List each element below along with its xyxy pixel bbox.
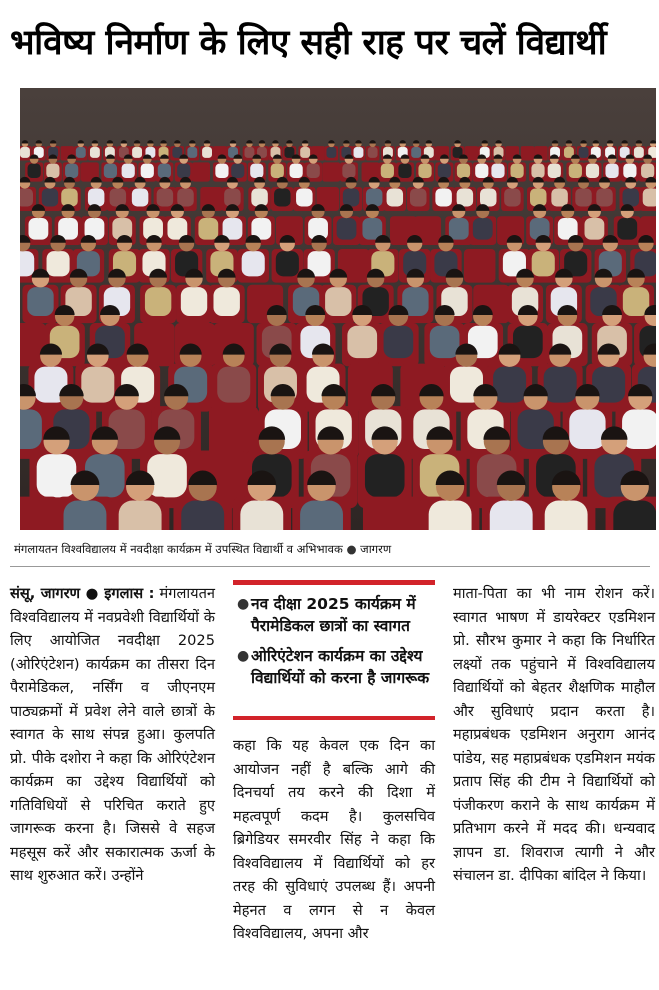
audience-member-body: [300, 501, 343, 530]
audience-member-body: [575, 188, 592, 206]
audience-member-body: [157, 188, 174, 206]
audience-member-body: [119, 501, 162, 530]
audience-member-body: [548, 164, 561, 178]
audience-member-body: [617, 218, 637, 240]
audience-member-body: [579, 147, 589, 158]
audience-member-body: [430, 326, 460, 358]
audience-member-body: [132, 188, 149, 206]
audience-member-body: [343, 188, 360, 206]
audience-member-body: [198, 218, 218, 240]
audience-member-body: [410, 188, 427, 206]
audience-member-body: [457, 164, 470, 178]
audience-member-body: [20, 409, 42, 449]
highlight-text: नव दीक्षा 2025 कार्यक्रम में पैरामेडिकल छात्रों का स्वागत: [251, 595, 416, 635]
audience-member-body: [177, 188, 194, 206]
audience-member-body: [569, 409, 605, 449]
audience-member-body: [42, 188, 59, 206]
auditorium-photo: [20, 88, 656, 530]
auditorium-seat: [521, 146, 535, 160]
audience-member-body: [622, 409, 656, 449]
audience-member-body: [28, 164, 41, 178]
audience-member-body: [20, 251, 34, 276]
audience-member-body: [20, 188, 33, 206]
audience-member-body: [104, 164, 117, 178]
audience-member-body: [490, 501, 533, 530]
audience-member-body: [342, 164, 355, 178]
highlights-box: [233, 580, 435, 720]
audience-member-body: [224, 188, 241, 206]
audience-member-body: [475, 164, 488, 178]
audience-member-body: [132, 147, 142, 158]
audience-member-body: [532, 251, 555, 276]
audience-member-body: [418, 164, 431, 178]
audience-member-body: [61, 188, 78, 206]
audience-member-body: [605, 164, 618, 178]
audience-member-body: [181, 501, 224, 530]
caption-bullet: ●: [346, 542, 357, 556]
audience-member-body: [202, 147, 212, 158]
audience-member-body: [585, 218, 605, 240]
audience-member-body: [88, 188, 105, 206]
audience-member-body: [244, 147, 254, 158]
audience-member-body: [493, 367, 526, 403]
audience-member-body: [473, 218, 493, 240]
audience-member-body: [177, 164, 190, 178]
audience-member-body: [643, 188, 656, 206]
audience-member-body: [250, 164, 263, 178]
audience-member-body: [65, 164, 78, 178]
headline: भविष्य निर्माण के लिए सही राह पर चलें विद्यार्थी: [10, 23, 607, 63]
audience-member-body: [641, 164, 654, 178]
audience-member-body: [231, 164, 244, 178]
audience-member-body: [296, 188, 313, 206]
photo-caption: [14, 540, 654, 558]
audience-member-body: [46, 164, 59, 178]
audience-member-body: [449, 218, 469, 240]
audience-member-body: [551, 188, 568, 206]
audience-member-body: [187, 147, 197, 158]
audience-member-body: [274, 188, 291, 206]
audience-member-body: [366, 188, 383, 206]
section-divider: [10, 566, 650, 567]
audience-member-body: [429, 501, 472, 530]
audience-member-body: [510, 164, 523, 178]
audience-member-body: [387, 188, 404, 206]
audience-member-body: [47, 251, 70, 276]
auditorium-seat: [322, 162, 340, 181]
audience-member-body: [596, 188, 613, 206]
caption-source: जागरण: [360, 542, 392, 556]
audience-member-body: [457, 188, 474, 206]
audience-member-body: [181, 287, 207, 316]
audience-member-body: [271, 164, 284, 178]
audience-member-body: [300, 147, 310, 158]
auditorium-seat: [464, 249, 496, 283]
audience-member-body: [491, 164, 504, 178]
audience-member-body: [623, 188, 640, 206]
highlight-item: [237, 645, 433, 689]
article-column-2: कहा कि यह केवल एक दिन का आयोजन नहीं है बल्कि आगे की दिनचर्या तय करने की दिशा में महत्वपूर्ण कदम है। कुलसचिव ब्रिगेडियर समरवीर सिंह ने कहा कि विश्वविद्यालय में विद्यार्थियों को हर तरह की सुविधाएं उपलब्ध हैं। अपनी मेहनत व लगन से न केवल विश्वविद्यालय, अपना और: [233, 737, 435, 942]
audience-member-body: [411, 147, 421, 158]
audience-member-body: [337, 218, 357, 240]
audience-member-body: [365, 454, 405, 497]
audience-member-body: [141, 164, 154, 178]
audience-member-body: [347, 326, 377, 358]
audience-member-body: [569, 164, 582, 178]
caption-text: मंगलायतन विश्वविद्यालय में नवदीक्षा कार्यक्रम में उपस्थित विद्यार्थी व अभिभावक: [14, 542, 343, 556]
auditorium-seat: [20, 497, 60, 530]
article-column-1-text: मंगलायतन विश्वविद्यालय में नवप्रवेशी विद्यार्थियों के लिए आयोजित नवदीक्षा 2025 (ओरिएंटेशन) कार्यक्रम का तीसरा दिन पैरामेडिकल, नर्सिंग व जीएनएम पाठ्यक्रमों में प्रवेश लेने वाले छात्रों के स्वागत के साथ संपन्न हुआ। कुलपति प्रो. पीके दशोरा ने कहा कि ओरिएंटेशन कार्यक्रम का उद्देश्य विद्यार्थियों को गतिविधियों से परिचित कराते हुए जागरूक करना है। जिससे वे सहज महसूस करें और सकारात्मक ऊर्जा के साथ शुरुआत करें। उन्होंने: [10, 585, 216, 884]
audience-member-body: [480, 188, 497, 206]
audience-member-body: [326, 147, 336, 158]
audience-member-body: [435, 188, 452, 206]
audience-member-body: [586, 164, 599, 178]
audience-member-body: [215, 164, 228, 178]
audience-member-body: [217, 367, 250, 403]
audience-member-body: [530, 188, 547, 206]
audience-member-body: [384, 326, 414, 358]
audience-member-body: [545, 501, 588, 530]
audience-member-body: [531, 164, 544, 178]
audience-member-body: [325, 287, 351, 316]
audience-member-body: [307, 164, 320, 178]
audience-member-body: [368, 147, 378, 158]
audience-member-body: [242, 251, 265, 276]
highlight-bullet: ●: [237, 596, 250, 612]
auditorium-seat: [192, 162, 210, 181]
article-dateline: संसू, जागरण ● इगलास :: [10, 585, 155, 602]
audience-member-body: [240, 501, 283, 530]
audience-member-body: [290, 164, 303, 178]
audience-member-body: [251, 188, 268, 206]
highlight-text: ओरिएंटेशन कार्यक्रम का उद्देश्य विद्यार्थियों को करना है जागरूक: [251, 647, 430, 687]
audience-member-body: [381, 164, 394, 178]
audience-member-body: [64, 501, 107, 530]
audience-member-body: [544, 367, 577, 403]
article-column-1: [10, 582, 215, 888]
audience-member-body: [122, 164, 135, 178]
audience-member-body: [110, 188, 127, 206]
highlight-item: [237, 593, 433, 637]
audience-member-body: [276, 251, 299, 276]
audience-member-body: [504, 188, 520, 206]
article-column-3: माता-पिता का भी नाम रोशन करें। स्वागत भाषण में डायरेक्टर एडमिशन प्रो. सौरभ कुमार ने कहा कि निर्धारित लक्ष्यों तक पहुंचाने में विश्वविद्यालय विद्यार्थियों को बेहतर शैक्षणिक माहौल और सुविधाएं प्रदान करता है। महाप्रबंधक एडमिशन अनुराग आनंद पांडेय, सह महाप्रबंधक एडमिशन मयंक प्रताप सिंह की टीम ने विद्यार्थियों को पंजीकरण कराने के साथ कार्यक्रम में प्रतिभाग करने में मदद की। धन्यवाद ज्ञापन डा. शिवराज त्यागी ने और संचालन डा. दीपिका बांदिल ने किया।: [453, 585, 655, 884]
audience-member-body: [213, 287, 239, 316]
audience-member-body: [28, 218, 48, 240]
audience-member-body: [634, 147, 644, 158]
audience-member-body: [90, 147, 100, 158]
audience-member-body: [398, 164, 411, 178]
audience-member-body: [623, 164, 636, 178]
audience-member-body: [158, 164, 171, 178]
audience-member-body: [20, 147, 30, 158]
audience-member-body: [81, 367, 114, 403]
auditorium-photo-illustration: [20, 88, 656, 530]
audience-member-body: [145, 287, 171, 316]
audience-member-body: [354, 147, 364, 158]
audience-member-body: [76, 147, 86, 158]
audience-member-body: [438, 164, 451, 178]
audience-member-body: [27, 287, 53, 316]
audience-member-body: [37, 454, 77, 497]
auditorium-seat: [363, 497, 422, 530]
highlight-bullet: ●: [237, 648, 250, 664]
audience-member-body: [613, 501, 656, 530]
